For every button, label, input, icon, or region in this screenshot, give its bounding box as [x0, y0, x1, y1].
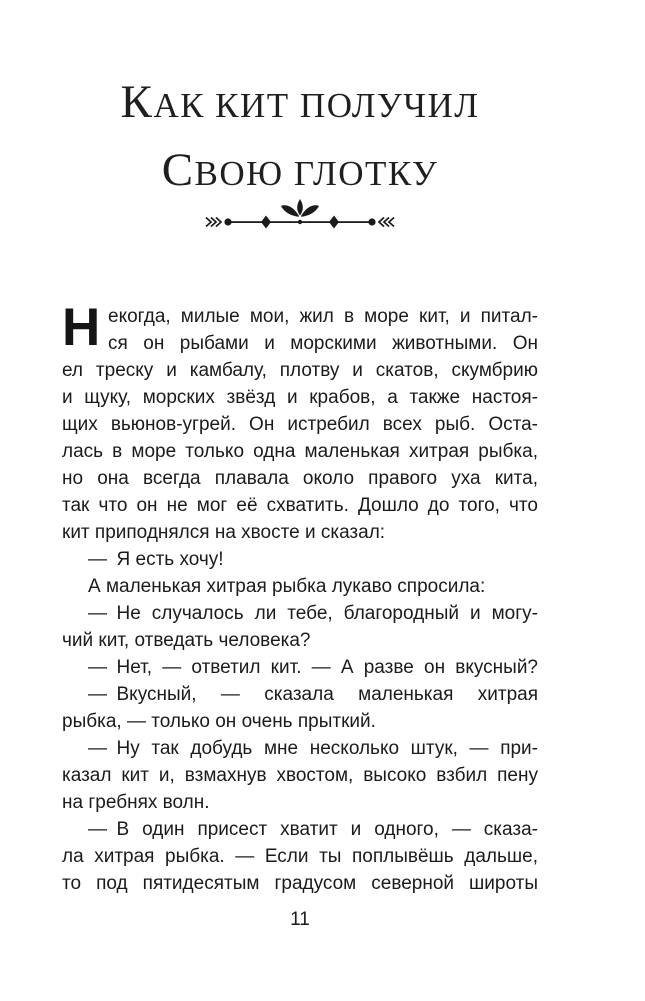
- text-line: но она всегда плавала около правого уха кита,: [62, 468, 538, 489]
- paragraph: [62, 735, 538, 816]
- text-column: [62, 0, 538, 1001]
- text-line: чий кит, отведать человека?: [62, 630, 311, 651]
- text-line: ся он рыбами и морскими животными. Он: [108, 333, 538, 354]
- text-line: — Вкусный, — сказала маленькая хитрая: [88, 684, 538, 705]
- text-line: екогда, милые мои, жил в море кит, и питал-: [108, 306, 538, 327]
- body-text: [62, 298, 538, 897]
- text-line: то под пятидесятым градусом северной широты: [62, 873, 538, 894]
- text-line: А маленькая хитрая рыбка лукаво спросила:: [88, 576, 486, 597]
- text-line: так что он не мог её схватить. Дошло до того, что: [62, 495, 538, 516]
- text-line: ел треску и камбалу, плотву и скатов, скумбрию: [62, 360, 538, 381]
- text-line: рыбка, — только он очень прыткий.: [62, 711, 376, 732]
- paragraph: [62, 573, 538, 600]
- text-line: — Я есть хочу!: [88, 549, 224, 570]
- text-line: на гребнях волн.: [62, 792, 210, 813]
- text-line: кит приподнялся на хвосте и сказал:: [62, 522, 386, 543]
- text-line: щих вьюнов-угрей. Он истребил всех рыб. Оста-: [62, 414, 538, 435]
- text-line: и щуку, морских звёзд и крабов, а также настоя-: [62, 387, 538, 408]
- text-line: — Не случалось ли тебе, благородный и могу-: [88, 603, 538, 624]
- lotus-flower-divider-icon: [205, 196, 395, 232]
- text-line: лась в море только одна маленькая хитрая рыбка,: [62, 441, 538, 462]
- text-line: — Ну так добудь мне несколько штук, — при-: [88, 738, 538, 759]
- text-line: — В один присест хватит и одного, — сказа-: [88, 819, 538, 840]
- paragraph: [62, 654, 538, 681]
- text-line: ла хитрая рыбка. — Если ты поплывёшь дальше,: [62, 846, 538, 867]
- page-number: 11: [290, 909, 310, 930]
- text-line: казал кит и, взмахнув хвостом, высоко взбил пену: [62, 765, 538, 786]
- paragraph: [62, 681, 538, 735]
- drop-cap: Н: [62, 298, 100, 357]
- paragraph: [62, 600, 538, 654]
- paragraph: [62, 546, 538, 573]
- chapter-divider: [62, 196, 538, 237]
- chapter-title: [62, 70, 538, 206]
- chapter-title-line-1: КАК КИТ ПОЛУЧИЛ: [120, 76, 480, 128]
- text-line: — Нет, — ответил кит. — А разве он вкусный?: [88, 657, 538, 678]
- chapter-title-line-2: СВОЮ ГЛОТКУ: [161, 144, 439, 196]
- paragraph: [62, 298, 538, 546]
- paragraph: [62, 816, 538, 897]
